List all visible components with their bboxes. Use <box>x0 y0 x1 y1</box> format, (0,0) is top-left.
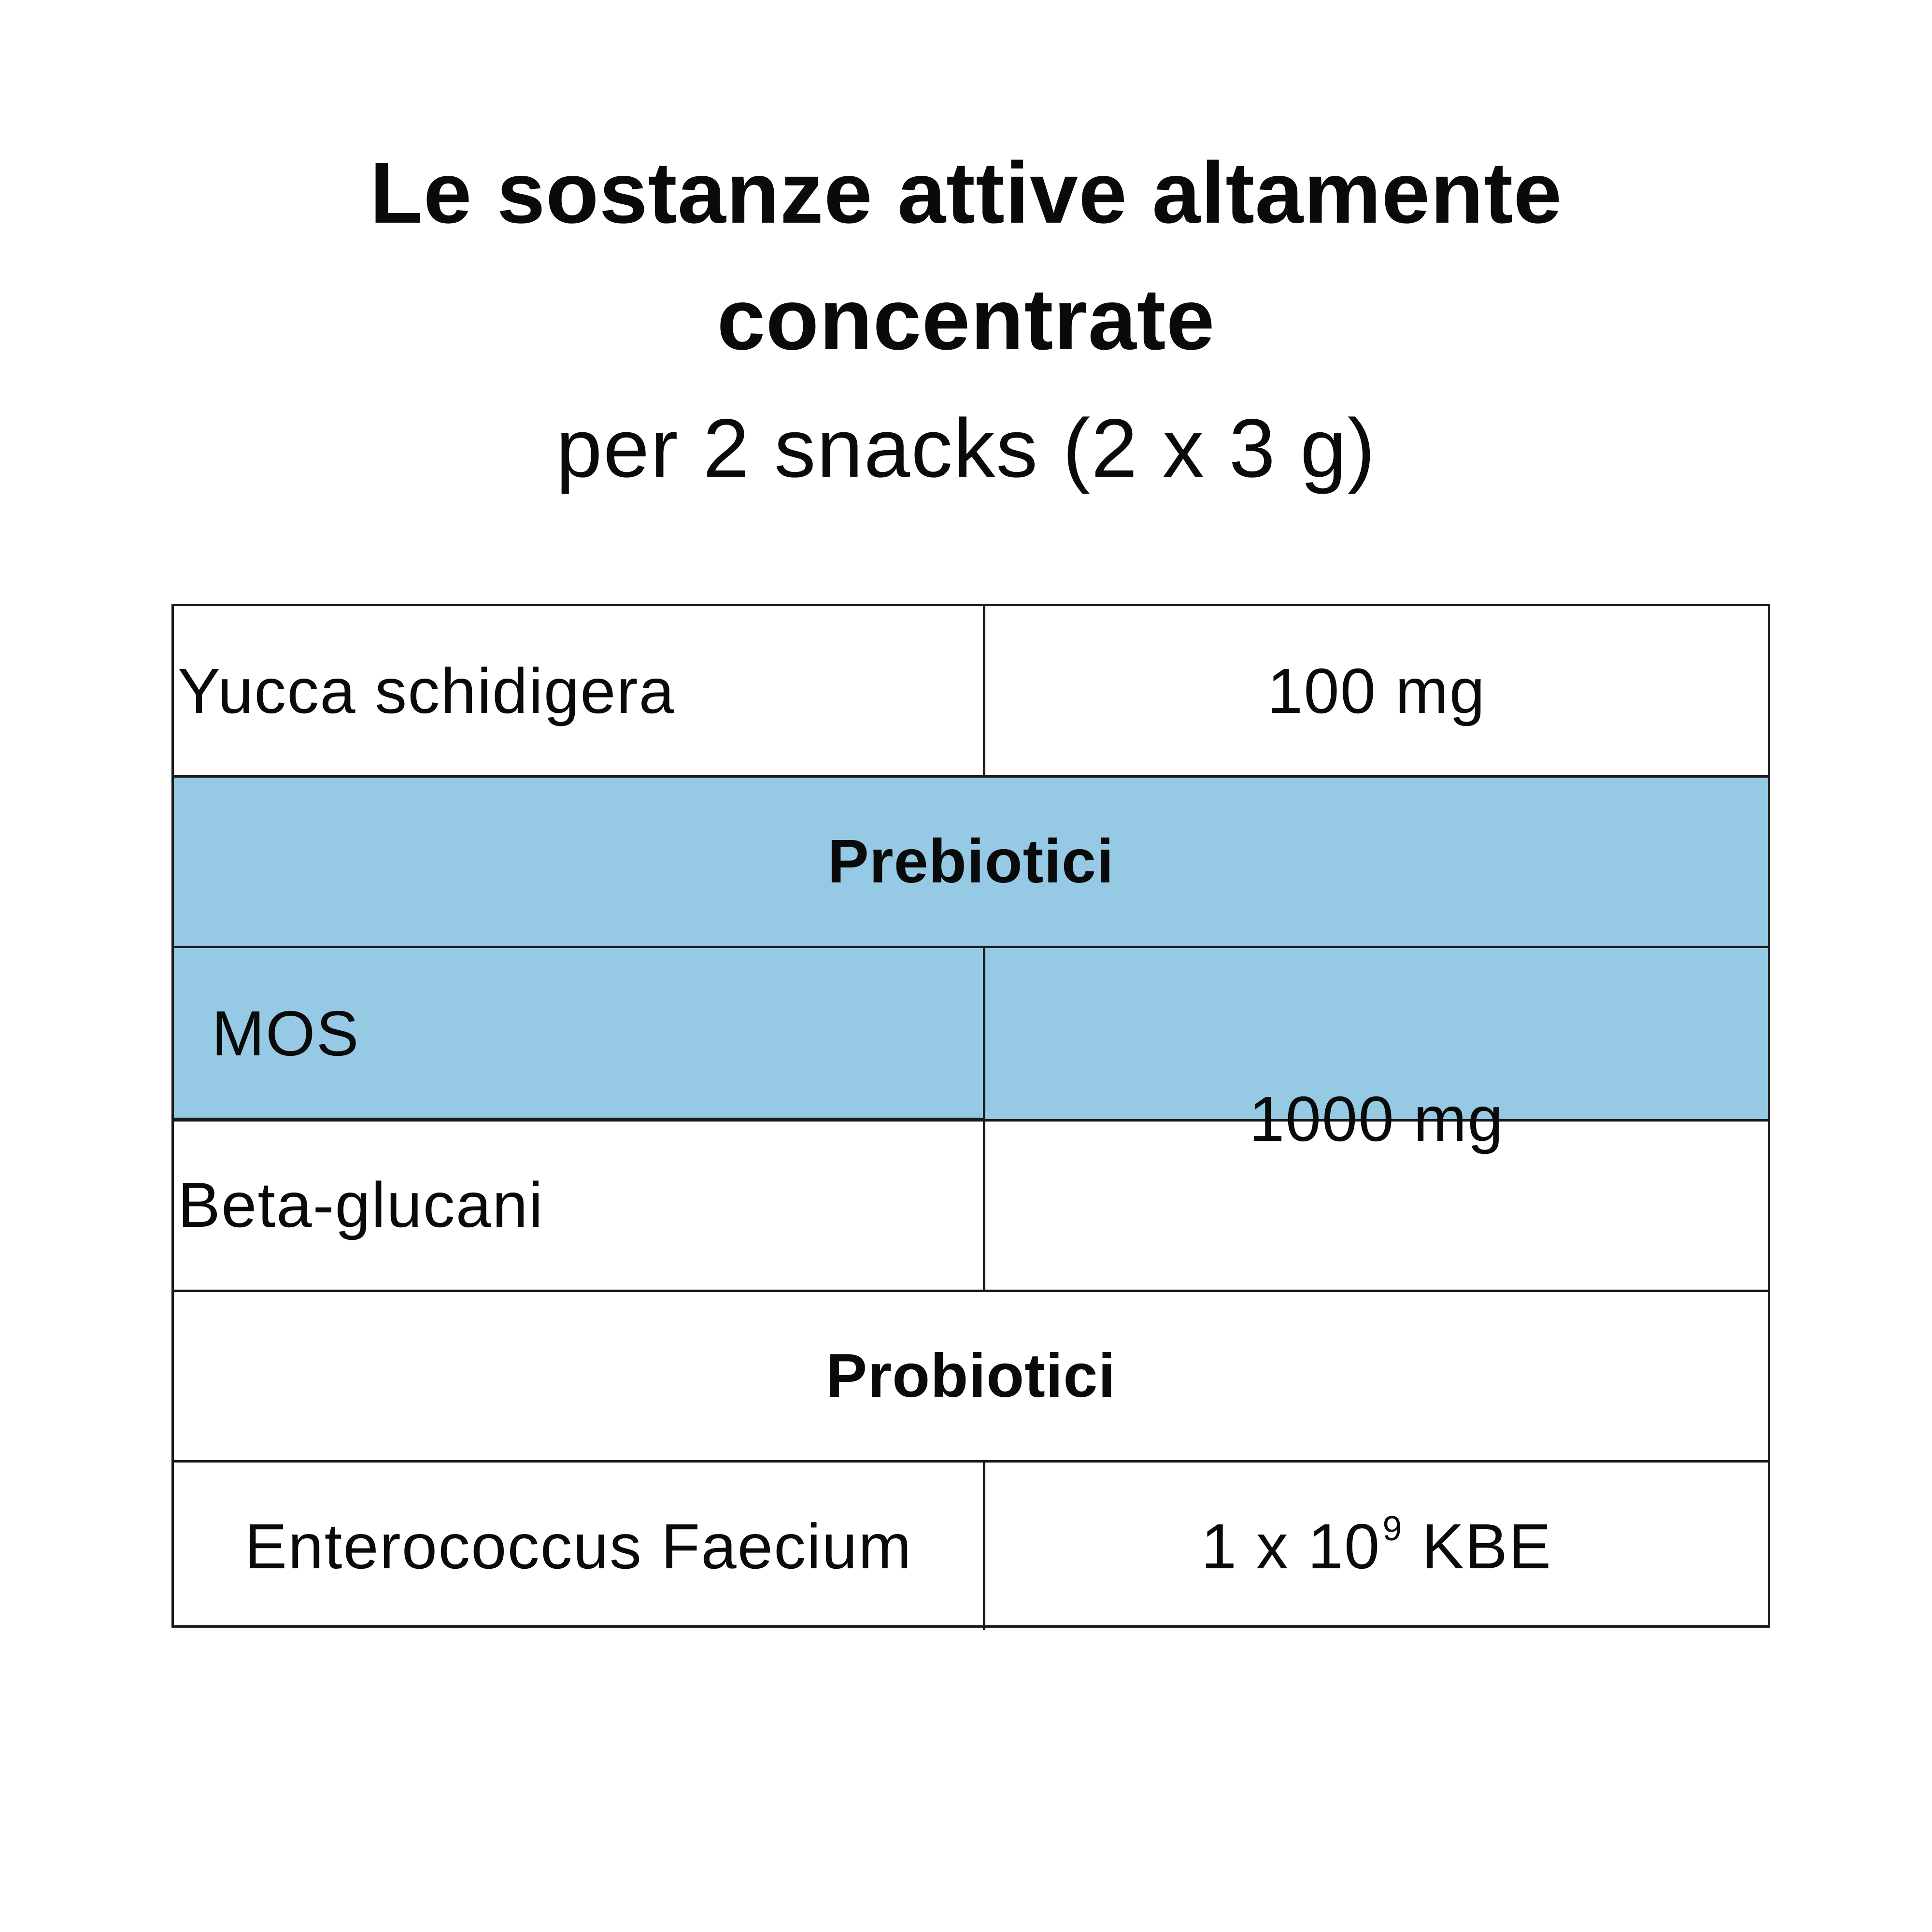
prebiotics-heading-cell <box>174 778 1768 946</box>
beta-glucani-label: Beta-glucani <box>178 1169 544 1240</box>
yucca-amount-cell <box>985 606 1768 776</box>
title-line-2: concentrate <box>717 271 1215 368</box>
yucca-amount: 100 mg <box>1267 655 1486 726</box>
title-line-1: Le sostanze attive altamente <box>369 144 1563 242</box>
amount-base: 1 x 10 <box>1201 1510 1381 1582</box>
yucca-name: Yucca schidigera <box>178 655 675 726</box>
subtitle: per 2 snacks (2 x 3 g) <box>556 402 1376 495</box>
enterococcus-name-cell <box>174 1463 983 1630</box>
enterococcus-amount <box>1201 1509 1552 1582</box>
mos-cell <box>212 948 980 1119</box>
amount-unit: KBE <box>1421 1510 1552 1582</box>
yucca-name-cell <box>178 606 980 776</box>
prebiotics-heading: Prebiotici <box>827 827 1114 896</box>
prebiotics-amount: 1000 mg <box>1249 1083 1504 1154</box>
enterococcus-name: Enterococcus Faecium <box>244 1510 912 1582</box>
beta-glucani-cell <box>178 1120 980 1290</box>
probiotics-heading: Probiotici <box>825 1341 1116 1410</box>
amount-exponent: 9 <box>1382 1509 1403 1548</box>
active-ingredients-table <box>171 604 1770 1628</box>
prebiotics-amount-cell <box>985 948 1768 1290</box>
enterococcus-amount-cell <box>985 1463 1768 1630</box>
mos-label: MOS <box>212 998 360 1069</box>
probiotics-heading-cell <box>174 1292 1768 1460</box>
